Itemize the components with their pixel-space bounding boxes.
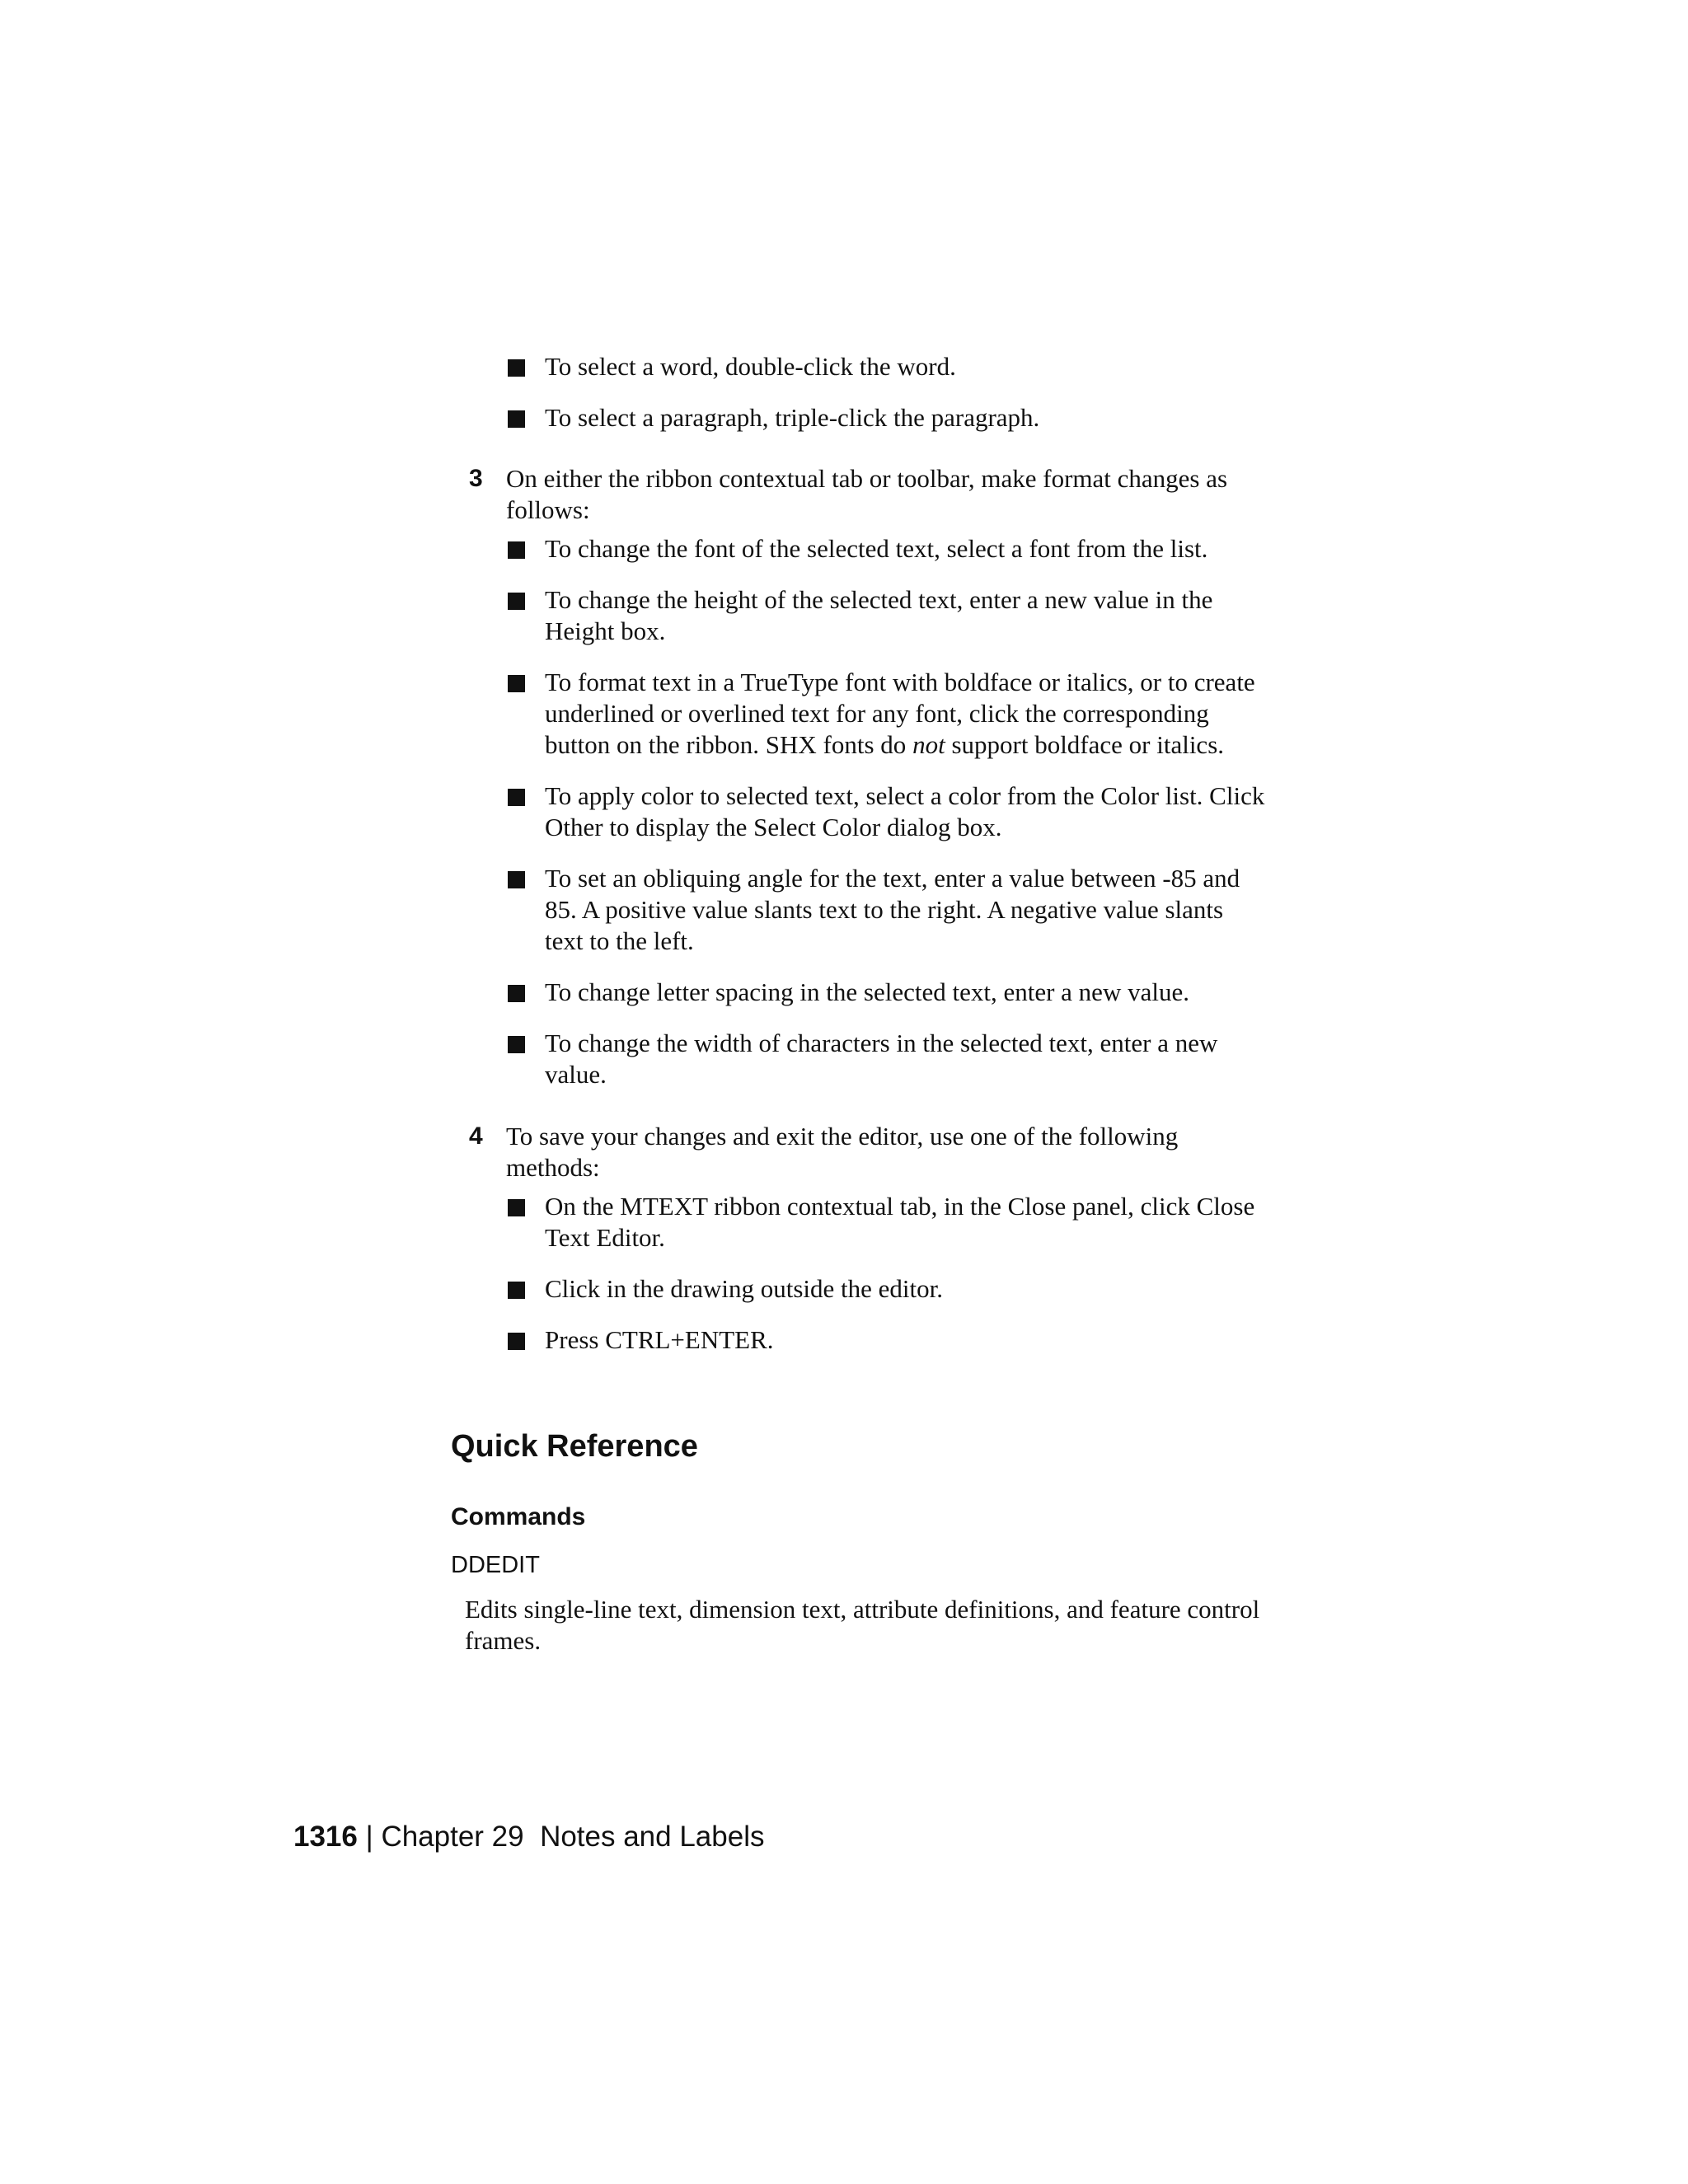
quick-reference-heading: Quick Reference — [451, 1429, 698, 1464]
italic-emphasis: not — [912, 730, 945, 759]
list-item-text: To change the height of the selected text, enter a new value in the — [545, 585, 1213, 614]
list-item-text: To select a paragraph, triple-click the paragraph. — [545, 403, 1040, 432]
command-description — [465, 1594, 1339, 1657]
step-number: 4 — [469, 1122, 483, 1150]
bullet-icon — [508, 1282, 525, 1299]
step-text-line: To save your changes and exit the editor, use one of the following — [506, 1122, 1179, 1151]
bullet-icon — [508, 541, 525, 559]
list-item-text: To change letter spacing in the selected text, enter a new value. — [545, 977, 1189, 1006]
page-number: 1316 — [293, 1821, 358, 1853]
chapter-label: Chapter 29 — [381, 1821, 524, 1853]
list-item-text: To set an obliquing angle for the text, enter a value between -85 and — [545, 864, 1240, 893]
list-item-text: On the MTEXT ribbon contextual tab, in the Close panel, click Close — [545, 1192, 1255, 1221]
list-item-text: To change the width of characters in the selected text, enter a new — [545, 1029, 1218, 1057]
list-item-text — [545, 729, 1353, 761]
chapter-title: Notes and Labels — [540, 1821, 765, 1853]
list-item-text: Click in the drawing outside the editor. — [545, 1274, 943, 1303]
bullet-icon — [508, 593, 525, 610]
bullet-icon — [508, 675, 525, 692]
list-item-text: Press CTRL+ENTER. — [545, 1325, 774, 1354]
bullet-icon — [508, 871, 525, 888]
list-item-text: Text Editor. — [545, 1223, 665, 1252]
command-name: DDEDIT — [451, 1552, 540, 1578]
footer-separator: | — [365, 1821, 373, 1853]
step-number: 3 — [469, 465, 483, 492]
text-run: button on the ribbon. SHX fonts do — [545, 730, 913, 759]
list-item-text: To apply color to selected text, select a color from the Color list. Click — [545, 781, 1265, 810]
command-description-line: frames. — [465, 1626, 542, 1655]
list-item-text: text to the left. — [545, 926, 694, 955]
command-description-line: Edits single-line text, dimension text, attribute definitions, and feature control — [465, 1595, 1260, 1624]
step-text-line: On either the ribbon contextual tab or toolbar, make format changes as — [506, 464, 1228, 493]
bullet-icon — [508, 359, 525, 377]
commands-heading: Commands — [451, 1503, 586, 1530]
bullet-icon — [508, 1199, 525, 1216]
bullet-icon — [508, 1333, 525, 1350]
text-run: support boldface or italics. — [945, 730, 1225, 759]
list-item-text: value. — [545, 1060, 607, 1089]
list-item-text: To change the font of the selected text, select a font from the list. — [545, 534, 1208, 563]
page-footer — [293, 1820, 764, 1854]
list-item-text: To select a word, double-click the word. — [545, 352, 956, 381]
list-item-text: Other to display the Select Color dialog box. — [545, 813, 1002, 841]
bullet-icon — [508, 985, 525, 1002]
list-item-text: To format text in a TrueType font with boldface or italics, or to create — [545, 668, 1255, 696]
list-item-text: 85. A positive value slants text to the right. A negative value slants — [545, 895, 1224, 924]
step-text-line: methods: — [506, 1153, 600, 1182]
bullet-icon — [508, 1036, 525, 1053]
list-item-text: underlined or overlined text for any font, click the corresponding — [545, 699, 1209, 728]
bullet-icon — [508, 789, 525, 806]
step-text-line: follows: — [506, 495, 590, 524]
list-item-text: Height box. — [545, 616, 666, 645]
bullet-icon — [508, 410, 525, 428]
